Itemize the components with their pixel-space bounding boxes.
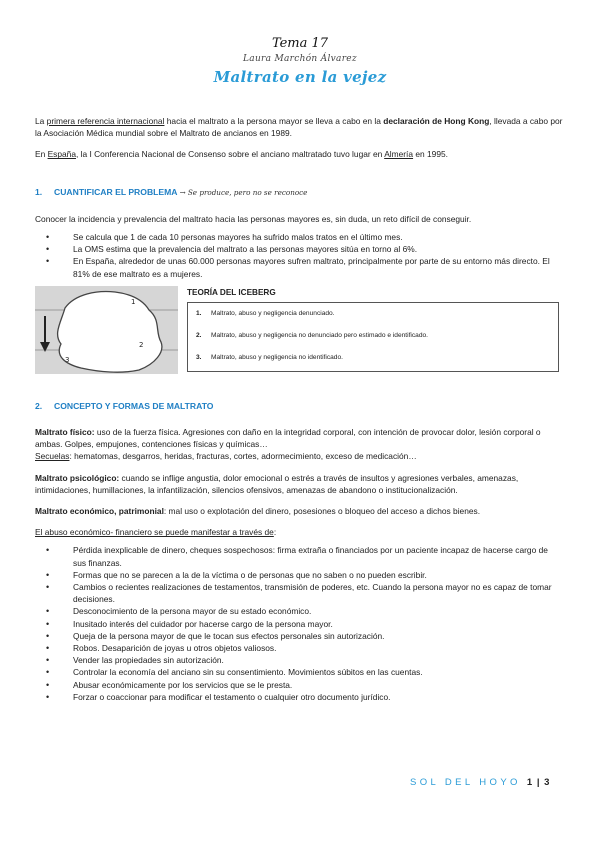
list-item: • Abusar económicamente por los servicios que se le presta.: [35, 679, 563, 691]
iceberg-title: TEORÍA DEL ICEBERG: [187, 287, 276, 297]
bold-term: declaración de Hong Kong: [383, 116, 490, 126]
list-item: • Desconocimiento de la persona mayor de su estado económico.: [35, 605, 563, 617]
list-item: • Queja de la persona mayor de que le tocan sus efectos personales sin autorización.: [35, 630, 563, 642]
intro-paragraph-1: La primera referencia internacional hacia el maltrato a la persona mayor se lleva a cabo en la declaración de Hong Kong, llevada a cabo por la Asociación Médica mundial sobre el Maltrato de ancianos en 1989.: [35, 116, 563, 139]
legend-text: Maltrato, abuso y negligencia denunciado.: [211, 309, 335, 317]
list-item: • Forzar o coaccionar para modificar el testamento o cualquier otro documento jurídico.: [35, 691, 563, 703]
document-body: [35, 115, 563, 703]
legend-number: 1.: [196, 309, 202, 317]
statistics-list: [35, 231, 563, 280]
list-item: • Se calcula que 1 de cada 10 personas mayores ha sufrido malos tratos en el último mes.: [35, 231, 563, 243]
list-item: • Formas que no se parecen a la de la víctima o de personas que no saben o no pueden escribir.: [35, 569, 563, 581]
iceberg-legend-item: [196, 352, 550, 374]
iceberg-legend-item: [196, 308, 550, 330]
iceberg-label-3: 3: [65, 355, 70, 364]
page-number: 1 | 3: [526, 777, 551, 788]
legend-text: Maltrato, abuso y negligencia no denunciado pero estimado e identificado.: [211, 331, 429, 339]
underlined-term: España: [47, 149, 76, 160]
section-1-lead: Conocer la incidencia y prevalencia del maltrato hacia las personas mayores es, sin duda, un reto difícil de conseguir.: [35, 213, 472, 224]
list-item: • En España, alrededor de unas 60.000 personas mayores sufren maltrato, principalmente por parte de su entorno más directo. El 81% de ese maltrato es a mujeres.: [35, 255, 563, 279]
economic-abuse-signs-list: [35, 544, 563, 703]
iceberg-drawing: [35, 286, 178, 374]
economic-abuse-lead: El abuso económico- financiero se puede manifestar a través de:: [35, 527, 277, 538]
iceberg-legend-box: [187, 302, 559, 372]
list-item: • Cambios o recientes realizaciones de testamentos, transmisión de poderes, etc. Cuando la persona mayor no es capaz de tomar decisiones.: [35, 581, 563, 605]
list-item: • Controlar la economía del anciano sin su consentimiento. Movimientos súbitos en las cuentas.: [35, 666, 563, 678]
page-footer: [410, 777, 550, 788]
iceberg-image: [35, 286, 178, 374]
list-item: • Pérdida inexplicable de dinero, cheques sospechosos: firma extraña o financiados por un paciente incapaz de hacerse cargo de sus finanzas.: [35, 544, 563, 568]
list-item: • Vender las propiedades sin autorización.: [35, 654, 563, 666]
list-item: • La OMS estima que la prevalencia del maltrato a las personas mayores sitúa en torno al 6%.: [35, 243, 563, 255]
page-title: Maltrato en la vejez: [213, 68, 387, 86]
handwritten-note: → Se produce, pero no se reconoce: [179, 187, 308, 197]
psychological-abuse-paragraph: Maltrato psicológico: cuando se inflige angustia, dolor emocional o estrés a través de insultos y agresiones verbales, amenazas, intimidaciones, humillaciones, la infantilización, silencios ofensivos, amenazas de abandono o institucionalización.: [35, 472, 519, 495]
intro-paragraph-2: En España, la I Conferencia Nacional de Consenso sobre el anciano maltratado tuvo lugar en Almería en 1995.: [35, 149, 448, 160]
legend-number: 3.: [196, 353, 202, 361]
legend-text: Maltrato, abuso y negligencia no identificado.: [211, 353, 343, 361]
section-1-heading: 1. CUANTIFICAR EL PROBLEMA → Se produce, pero no se reconoce: [35, 186, 308, 197]
physical-abuse-paragraph: Maltrato físico: uso de la fuerza física. Agresiones con daño en la integridad corporal, con intención de provocar dolor, lesión corporal o ambas. Golpes, empujones, contenciones físicas y químicas… Secuelas: hematomas, desgarros, heridas, fracturas, cortes, adormecimiento, exceso de medicación…: [35, 427, 541, 462]
legend-number: 2.: [196, 331, 202, 339]
iceberg-figure: [35, 286, 563, 382]
underlined-term: Almería: [384, 149, 414, 160]
economic-abuse-paragraph: Maltrato económico, patrimonial: mal uso o explotación del dinero, posesiones o bloqueo del acceso a dichos bienes.: [35, 506, 481, 517]
topic-number: Tema 17: [271, 36, 329, 51]
document-header: [0, 36, 600, 86]
list-item: • Inusitado interés del cuidador por hacerse cargo de la persona mayor.: [35, 618, 563, 630]
iceberg-label-2: 2: [139, 340, 144, 349]
iceberg-legend-item: [196, 330, 550, 352]
section-2-heading: 2. CONCEPTO Y FORMAS DE MALTRATO: [35, 400, 214, 411]
underlined-term: primera referencia internacional: [46, 116, 165, 126]
list-item: • Robos. Desaparición de joyas u otros objetos valiosos.: [35, 642, 563, 654]
iceberg-label-1: 1: [131, 297, 136, 306]
footer-label: SOL DEL HOYO: [410, 777, 521, 788]
author-name: Laura Marchón Álvarez: [243, 54, 357, 64]
